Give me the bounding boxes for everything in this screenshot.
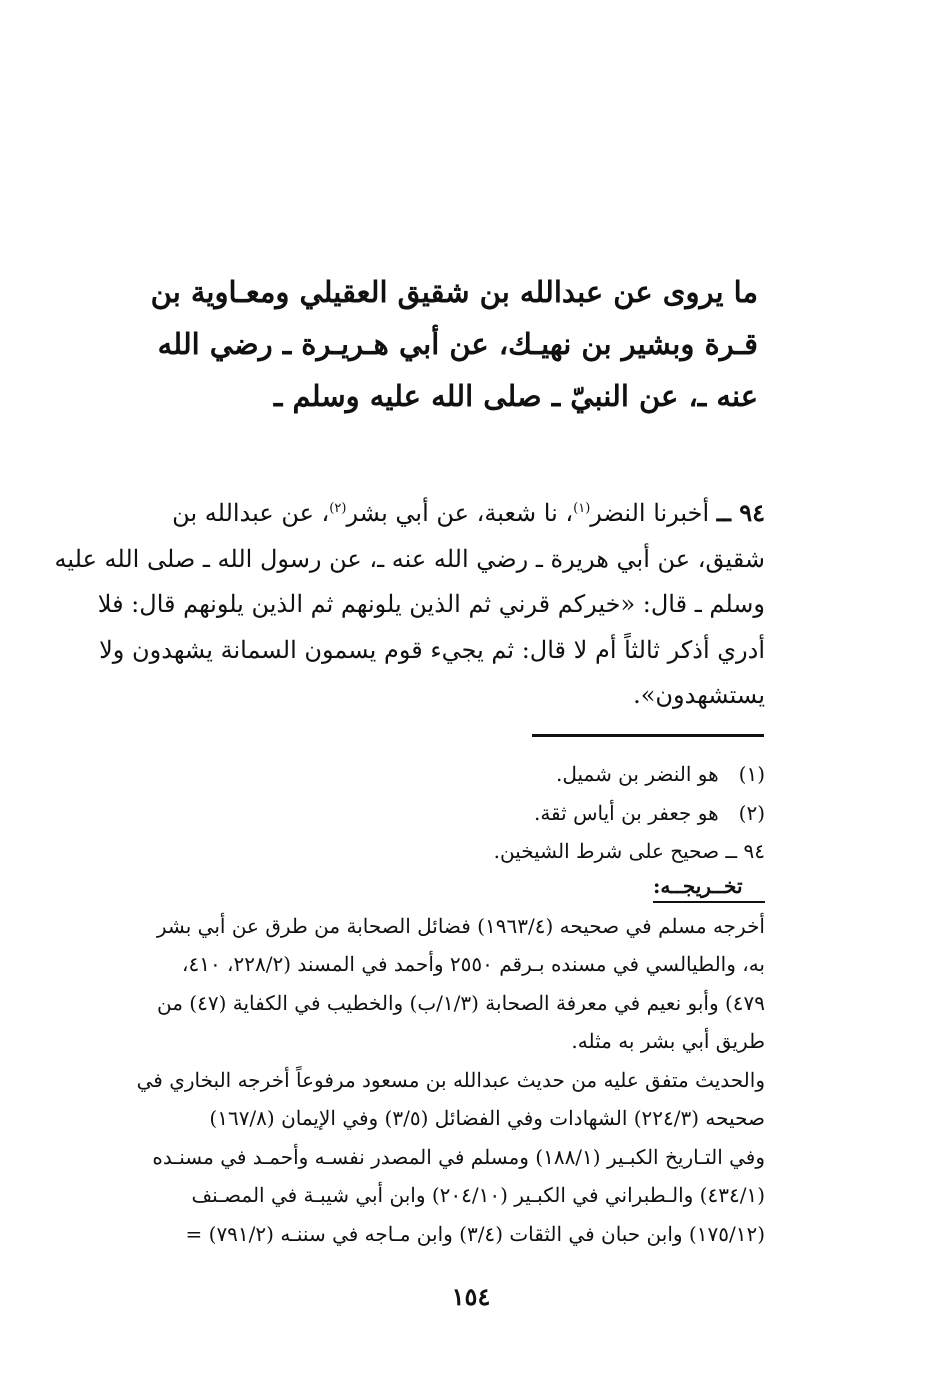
takhrij-line: (١٧٥/١٢) وابن حبان في الثقات (٣/٤) وابن مـاجه في سننـه (٧٩١/٢) = [185, 1221, 765, 1246]
hadith-line: أدري أذكر ثالثاً أم لا قال: ثم يجيء قوم يسمون السمانة يشهدون ولا [99, 635, 765, 664]
hadith-line: يستشهدون». [633, 681, 765, 709]
chapter-title-line: قـرة وبشير بن نهيـك، عن أبي هـريـرة ـ رضي الله [157, 327, 758, 361]
footnotes-section [125, 755, 765, 1253]
footnote-ref: (٢) [329, 501, 347, 516]
takhrij-line: طريق أبي بشر به مثله. [571, 1029, 765, 1053]
chapter-title-line: ما يروى عن عبدالله بن شقيق العقيلي ومعـاوية بن [150, 275, 758, 309]
hadith-text-segment: ، عن عبدالله بن [172, 499, 330, 527]
footnote-text: هو النضر بن شميل. [555, 762, 719, 786]
hadith-line [125, 490, 765, 537]
chapter-title-line: عنه ـ، عن النبيّ ـ صلى الله عليه وسلم ـ [273, 379, 758, 413]
takhrij-line: وفي التـاريخ الكبـير (١٨٨/١) ومسلم في المصدر نفسـه وأحمـد في مسنـده [152, 1144, 765, 1169]
hadith-text-segment: ، نا شعبة، عن أبي بشر [346, 499, 574, 527]
takhrij-line: أخرجه مسلم في صحيحه (١٩٦٣/٤) فضائل الصحابة من طرق عن أبي بشر [156, 913, 765, 938]
footnote-ref: (١) [573, 501, 591, 516]
footnote-marker: (١) [738, 762, 765, 786]
takhrij-line: والحديث متفق عليه من حديث عبدالله بن مسعود مرفوعاً أخرجه البخاري في [136, 1067, 765, 1092]
takhrij-line: (٤٣٤/١) والـطبراني في الكبـير (٢٠٤/١٠) وابن أبي شيبـة في المصـنف [191, 1183, 765, 1207]
grading-note: ٩٤ ــ صحيح على شرط الشيخين. [493, 839, 765, 863]
page-number: ١٥٤ [451, 1282, 491, 1311]
hadith-text [54, 490, 765, 719]
hadith-text-segment: أخبرنا النضر [590, 499, 717, 527]
footnote-text: هو جعفر بن أياس ثقة. [533, 800, 719, 825]
footnote-separator [532, 734, 764, 737]
footnote [125, 755, 765, 794]
takhrij-line: ٤٧٩) وأبو نعيم في معرفة الصحابة (١/٣/ب) والخطيب في الكفاية (٤٧) من [156, 990, 765, 1015]
takhrij-line: صحيحه (٢٢٤/٣) الشهادات وفي الفضائل (٣/٥) وفي الإيمان (١٦٧/٨) [209, 1106, 765, 1130]
footnote [125, 794, 765, 833]
hadith-number: ٩٤ ــ [716, 498, 765, 527]
hadith-line: وسلم ـ قال: «خيركم قرني ثم الذين يلونهم ثم الذين يلونهم قال: فلا [97, 590, 765, 618]
hadith-line: شقيق، عن أبي هريرة ـ رضي الله عنه ـ، عن رسول الله ـ صلى الله عليه [54, 544, 765, 573]
footnote-marker: (٢) [738, 800, 765, 825]
chapter-title [150, 266, 758, 422]
takhrij-line: به، والطيالسي في مسنده بـرقم ٢٥٥٠ وأحمد في المسند (٢٢٨/٢، ٤١٠، [181, 952, 765, 976]
takhrij-heading: تخــريجــه: [653, 871, 765, 903]
